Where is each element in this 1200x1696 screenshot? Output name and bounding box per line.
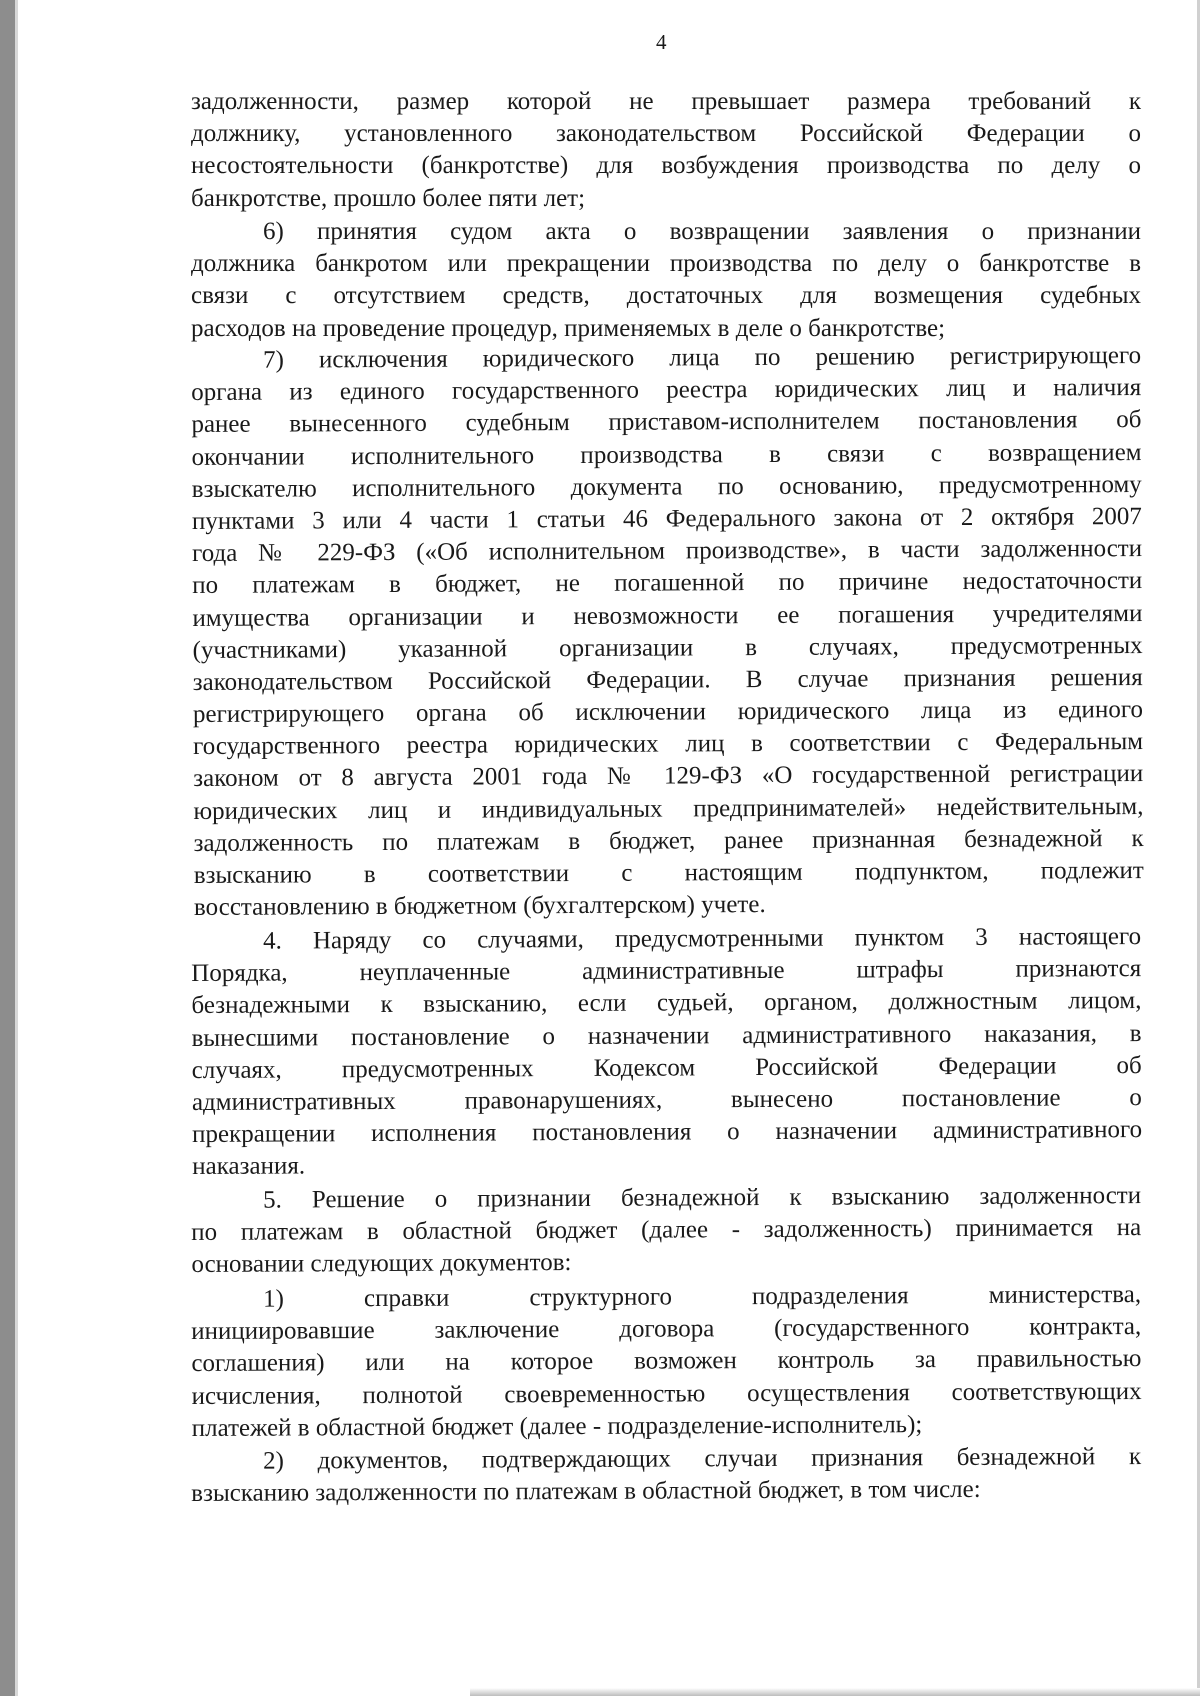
scan-edge-left [0, 0, 15, 1696]
section-4 [191, 921, 1142, 1183]
sub-item-1 [191, 1279, 1142, 1445]
text-line: соглашения) или на которое возможен контроль за правильностью [191, 1345, 1142, 1378]
text-line: связи с отсутствием средств, достаточных для возмещения судебных [191, 282, 1141, 310]
text-line: законодательством Российской Федерации. В случае признания решения [192, 663, 1143, 696]
text-line: взысканию в соответствии с настоящим подпунктом, подлежит [193, 857, 1144, 889]
text-line: государственного реестра юридических лиц в соответствии с Федеральным [193, 728, 1144, 761]
text-line: основании следующих документов: [191, 1249, 572, 1279]
text-line: прекращении исполнения постановления о назначении административного [192, 1116, 1143, 1149]
text-line: административных правонарушениях, вынесено постановление о [191, 1083, 1142, 1116]
paragraph-continuation [191, 86, 1141, 215]
text-line: ранее вынесенного судебным приставом-исполнителем постановления об [191, 406, 1142, 439]
text-line: задолженность по платежам в бюджет, ранее признанная безнадежной к [193, 824, 1144, 857]
text-line: 1) справки структурного подразделения министерства, [263, 1281, 1142, 1313]
text-line: по платежам в бюджет, не погашенной по причине недостаточности [192, 567, 1143, 600]
text-line: наказания. [192, 1152, 306, 1181]
section-5 [191, 1180, 1141, 1282]
text-line: пунктами 3 или 4 части 1 статьи 46 Федерального закона от 2 октября 2007 [191, 502, 1142, 535]
sub-item-2 [191, 1441, 1141, 1510]
text-line: 7) исключения юридического лица по решению регистрирующего [263, 342, 1142, 374]
text-line: вынесшими постановление о назначении административного наказания, в [191, 1019, 1142, 1052]
text-line: должнику, установленного законодательством Российской Федерации о [191, 120, 1141, 148]
text-line: задолженности, размер которой не превышает размера требований к [191, 88, 1141, 115]
page-number: 4 [656, 30, 667, 54]
text-line: 5. Решение о признании безнадежной к взысканию задолженности [263, 1182, 1142, 1214]
text-line: органа из единого государственного реестра юридических лиц и наличия [191, 374, 1142, 407]
text-line: окончании исполнительного производства в связи с возвращением [191, 438, 1142, 471]
text-line: случаях, предусмотренных Кодексом Российской Федерации об [191, 1051, 1142, 1084]
text-line: Порядка, неуплаченные административные штрафы признаются [191, 955, 1142, 988]
scan-edge-left-inner [15, 0, 18, 1696]
text-line: регистрирующего органа об исключении юридического лица из единого [192, 696, 1143, 729]
list-item-6 [191, 216, 1141, 345]
text-line: законом от 8 августа 2001 года № 129-ФЗ «О государственной регистрации [193, 760, 1144, 793]
text-line: расходов на проведение процедур, применяемых в деле о банкротстве; [191, 314, 946, 342]
text-line: по платежам в областной бюджет (далее - задолженность) принимается на [191, 1214, 1142, 1247]
text-line: банкротстве, прошло более пяти лет; [191, 184, 586, 212]
text-line: должника банкротом или прекращении производства по делу о банкротстве в [191, 250, 1141, 278]
text-line: 2) документов, подтверждающих случаи признания безнадежной к [263, 1443, 1142, 1475]
text-line: взысканию задолженности по платежам в областной бюджет, в том числе: [191, 1476, 981, 1508]
text-line: года № 229-ФЗ («Об исполнительном производстве», в части задолженности [192, 535, 1143, 568]
text-line: инициировавшие заключение договора (государственного контракта, [191, 1313, 1142, 1346]
text-line: безнадежными к взысканию, если судьей, органом, должностным лицом, [191, 987, 1142, 1020]
text-line: исчисления, полнотой своевременностью осуществления соответствующих [191, 1377, 1142, 1410]
text-line: взыскателю исполнительного документа по основанию, предусмотренному [191, 470, 1142, 503]
text-line: 4. Наряду со случаями, предусмотренными пунктом 3 настоящего [263, 923, 1142, 955]
text-line: платежей в областной бюджет (далее - подразделение-исполнитель); [191, 1410, 923, 1442]
text-line: юридических лиц и индивидуальных предпринимателей» недействительным, [193, 792, 1144, 825]
list-item-7 [191, 340, 1144, 924]
text-line: восстановлению в бюджетном (бухгалтерском) учете. [193, 891, 766, 922]
scan-edge-bottom [470, 1688, 1200, 1696]
text-line: имущества организации и невозможности ее погашения учредителями [192, 599, 1143, 632]
text-line: несостоятельности (банкротстве) для возбуждения производства по делу о [191, 152, 1141, 180]
text-line: (участниками) указанной организации в случаях, предусмотренных [192, 631, 1143, 664]
text-line: 6) принятия судом акта о возвращении заявления о признании [263, 218, 1141, 245]
